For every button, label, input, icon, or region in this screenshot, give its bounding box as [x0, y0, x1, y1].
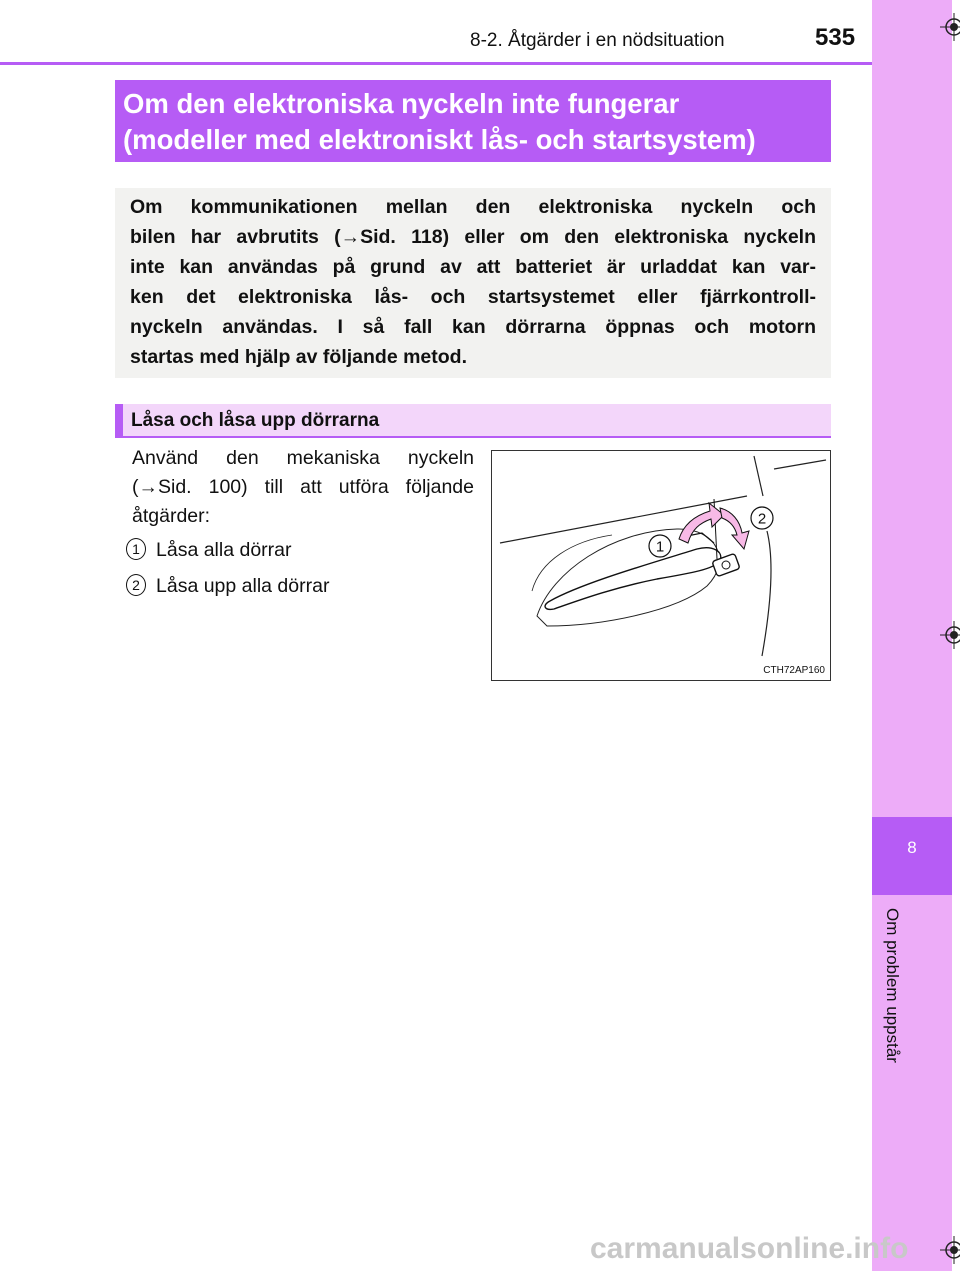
intro-line: startas med hjälp av följande metod.: [130, 346, 468, 368]
door-handle-drawing: [492, 451, 830, 680]
body-line: (→Sid. 100) till att utföra följande: [132, 476, 474, 498]
step-number: 1: [126, 538, 146, 560]
subheading: Låsa och låsa upp dörrarna: [131, 410, 380, 431]
intro-line: ken det elektroniska lås- och startsystemet eller fjärrkontroll-: [130, 286, 816, 308]
step-text: Låsa upp alla dörrar: [156, 575, 330, 597]
page-number: 535: [815, 24, 856, 51]
intro-line: bilen har avbrutits (→Sid. 118) eller om den elektroniska nyckeln: [130, 226, 816, 248]
figure-code: CTH72AP160: [763, 665, 825, 676]
registration-mark-icon: [940, 1236, 960, 1264]
running-header: 8-2. Åtgärder i en nödsituation: [470, 30, 725, 51]
body-paragraph: [132, 444, 474, 531]
watermark: carmanualsonline.info: [590, 1232, 909, 1265]
step-text: Låsa alla dörrar: [156, 539, 292, 561]
header-rule: [0, 62, 872, 65]
section-title-box: [115, 80, 831, 162]
step-number: 2: [126, 574, 146, 596]
body-line: Använd den mekaniska nyckeln: [132, 447, 474, 469]
intro-line: inte kan användas på grund av att batteriet är urladdat kan var-: [130, 256, 816, 278]
subheading-bar: [115, 404, 831, 438]
figure-callout-2: 2: [757, 510, 767, 528]
intro-line: nyckeln användas. I så fall kan dörrarna öppnas och motorn: [130, 316, 816, 338]
registration-mark-icon: [940, 621, 960, 649]
step-item: [126, 538, 292, 562]
section-title-line-1: Om den elektroniska nyckeln inte fungerar: [123, 88, 680, 119]
chapter-title: Om problem uppstår: [883, 908, 902, 1063]
intro-box: [115, 188, 831, 378]
chapter-number: 8: [907, 838, 917, 857]
section-title-line-2: (modeller med elektroniskt lås- och startsystem): [123, 124, 756, 155]
intro-line: Om kommunikationen mellan den elektroniska nyckeln och: [130, 196, 816, 218]
door-handle-illustration: [491, 450, 831, 681]
body-line: åtgärder:: [132, 505, 211, 527]
figure-callout-1: 1: [655, 538, 665, 556]
step-item: [126, 574, 329, 598]
registration-mark-icon: [940, 13, 960, 41]
